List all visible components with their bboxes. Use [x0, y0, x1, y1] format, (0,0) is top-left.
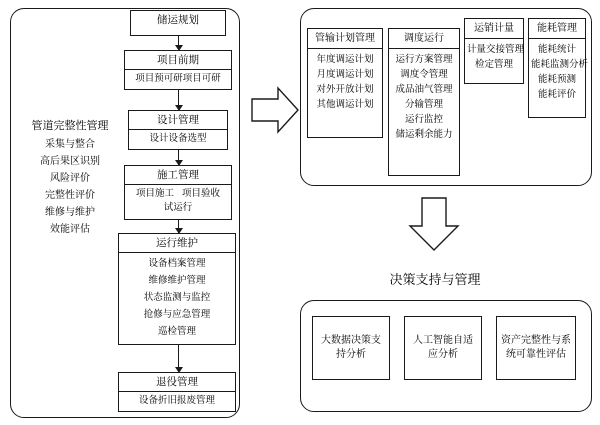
node-label: 大数据决策支持分析 — [321, 335, 381, 360]
arrow-n2-n3 — [178, 90, 179, 110]
node-construction-management[interactable] — [124, 165, 232, 220]
node-title: 储运规划 — [157, 14, 199, 26]
arrow-n3-n4 — [178, 150, 179, 165]
node-item: 设备档案管理 — [148, 258, 206, 269]
list-item: 风险评价 — [50, 173, 90, 184]
node-item: 抢修与应急管理 — [143, 309, 211, 320]
column-transport-plan-management[interactable] — [307, 28, 383, 138]
list-item: 计量交接管理 — [467, 44, 525, 55]
list-item: 年度调运计划 — [316, 54, 374, 65]
list-item: 能耗监测分析 — [531, 59, 589, 70]
list-item: 其他调运计划 — [316, 99, 374, 110]
node-decommission-management[interactable] — [118, 372, 236, 412]
list-item: 储运剩余能力 — [395, 129, 453, 140]
node-operation-maintenance[interactable] — [118, 233, 236, 345]
list-item: 效能评估 — [50, 224, 90, 235]
list-item: 高后果区识别 — [40, 156, 100, 167]
node-bigdata-decision-support[interactable] — [312, 316, 390, 380]
list-item: 维修与维护 — [45, 207, 95, 218]
column-title: 管输计划管理 — [315, 33, 375, 44]
node-body — [146, 130, 209, 149]
list-item: 能耗预测 — [537, 74, 576, 85]
node-item: 项目可研 — [182, 73, 221, 84]
node-item: 项目验收 — [182, 188, 221, 199]
node-item: 状态监测与监控 — [143, 292, 211, 303]
list-item: 能耗统计 — [537, 44, 576, 55]
node-item: 设备选型 — [168, 133, 207, 144]
node-item: 设备折旧 — [138, 395, 177, 406]
column-title: 能耗管理 — [537, 23, 577, 34]
node-item: 试运行 — [163, 202, 193, 213]
node-ai-adaptive-analysis[interactable] — [404, 316, 482, 380]
node-body — [132, 70, 224, 89]
list-item: 对外开放计划 — [316, 84, 374, 95]
node-design-management[interactable] — [128, 110, 228, 150]
list-item: 能耗评价 — [537, 89, 576, 100]
column-title: 调度运行 — [404, 33, 444, 44]
node-title: 退役管理 — [156, 376, 198, 388]
node-body — [133, 185, 223, 218]
arrow-n5-n6 — [178, 345, 179, 372]
pipeline-integrity-panel[interactable] — [20, 118, 120, 248]
list-item: 采集与整合 — [45, 139, 95, 150]
list-item: 完整性评价 — [45, 190, 95, 201]
node-label: 人工智能自适应分析 — [413, 335, 473, 360]
node-body — [136, 392, 218, 411]
node-label: 资产完整性与系统可靠性评估 — [501, 335, 571, 360]
list-item: 成品油气管理 — [395, 84, 453, 95]
list-item: 运行方案管理 — [395, 54, 453, 65]
column-list — [308, 49, 382, 116]
node-storage-transport-planning[interactable] — [130, 10, 226, 36]
node-project-preliminary[interactable] — [124, 50, 232, 90]
arrow-n4-n5 — [178, 220, 179, 233]
column-energy-management[interactable] — [528, 18, 589, 118]
pipeline-integrity-title: 管道完整性管理 — [31, 119, 109, 132]
column-list — [529, 39, 589, 106]
decision-support-title: 决策支持与管理 — [389, 273, 481, 288]
node-item: 设计 — [149, 133, 169, 144]
list-item: 月度调运计划 — [316, 69, 374, 80]
node-item: 项目施工 — [135, 188, 174, 199]
column-list — [389, 49, 459, 146]
node-title: 施工管理 — [157, 169, 199, 181]
column-dispatch-operation[interactable] — [388, 28, 460, 176]
block-arrow-down-icon — [408, 196, 460, 252]
node-title: 设计管理 — [157, 114, 199, 126]
node-title: 项目前期 — [157, 54, 199, 66]
pipeline-integrity-list — [20, 136, 120, 238]
node-item: 巡检管理 — [157, 326, 196, 337]
list-item: 检定管理 — [474, 59, 513, 70]
list-item: 分输管理 — [404, 99, 443, 110]
node-body — [141, 253, 214, 343]
column-title: 运销计量 — [474, 23, 514, 34]
node-item: 项目预可研 — [135, 73, 183, 84]
arrow-n1-n2 — [178, 36, 179, 50]
list-item: 运行监控 — [404, 114, 443, 125]
node-asset-integrity-reliability[interactable] — [496, 316, 576, 380]
column-list — [465, 39, 523, 76]
node-title: 运行维护 — [156, 237, 198, 249]
node-item: 报废管理 — [177, 395, 216, 406]
column-sales-metering[interactable] — [464, 18, 524, 84]
node-item: 维修维护管理 — [148, 275, 206, 286]
list-item: 调度令管理 — [400, 69, 448, 80]
block-arrow-right-icon — [250, 85, 300, 135]
